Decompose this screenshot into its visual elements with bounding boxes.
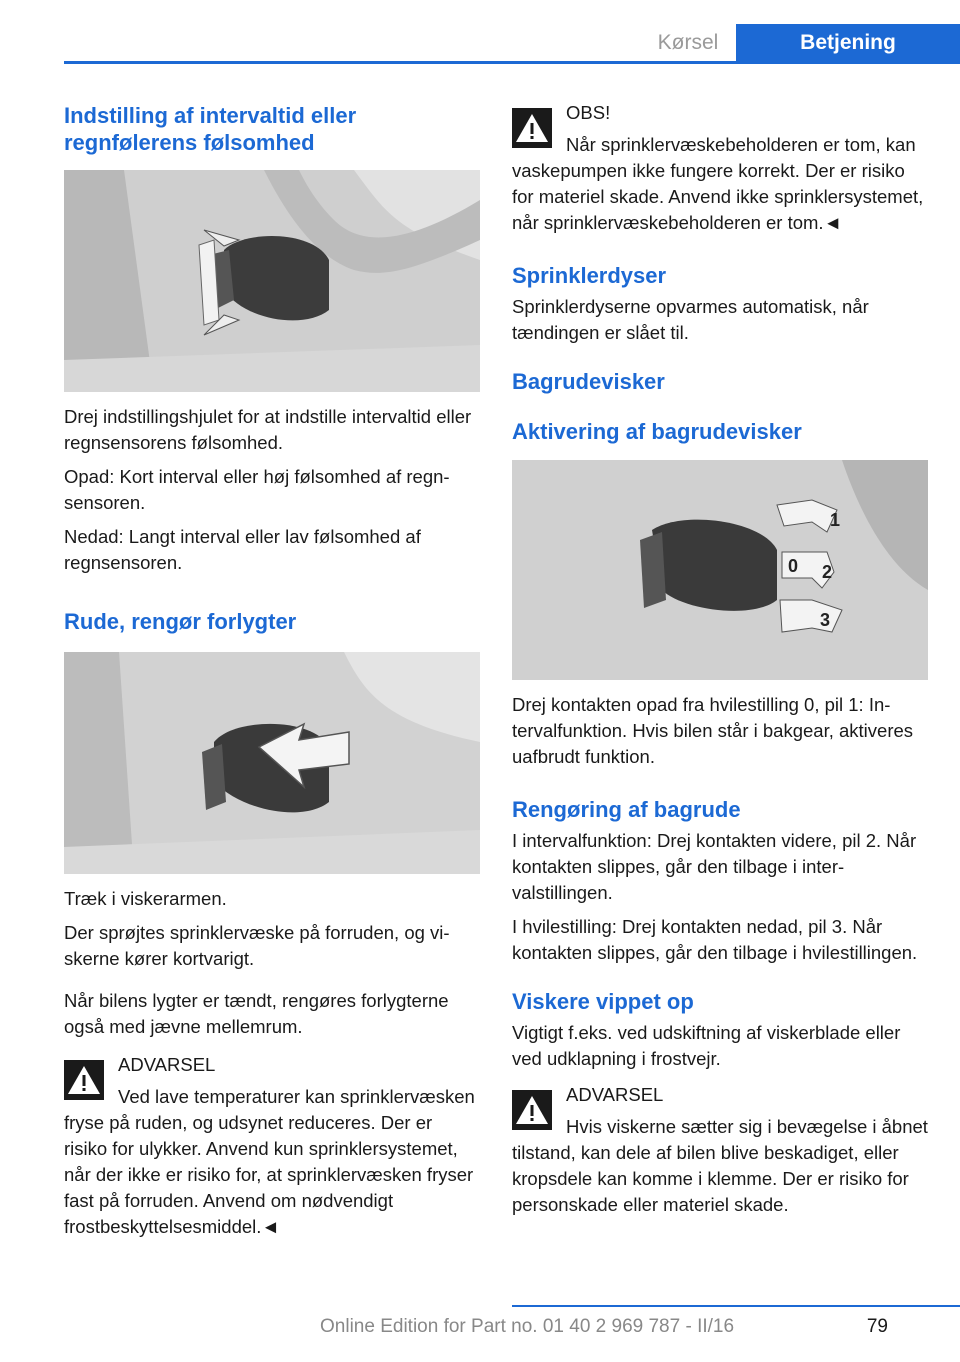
page-header bbox=[0, 0, 960, 64]
header-rule bbox=[64, 61, 960, 64]
photo-rear-wiper-stalk bbox=[512, 460, 928, 680]
text-rear-clean-interval: I intervalfunktion: Drej kontakten videre, pil 2. Når kontakten slippes, går den tilbage i intervalstillingen. bbox=[512, 830, 917, 903]
heading-interval: Indstilling af intervaltid eller regnfølerens følsomhed bbox=[64, 103, 357, 155]
warning-triangle-icon bbox=[512, 108, 552, 148]
footer-edition: Online Edition for Part no. 01 40 2 969 787 - II/16 bbox=[320, 1316, 735, 1337]
text-interval-down: Nedad: Langt interval eller lav følsomhed af regnsensoren. bbox=[64, 526, 421, 573]
diagram-label-2: 2 bbox=[822, 562, 833, 582]
footer-rule bbox=[512, 1305, 960, 1307]
page-number: 79 bbox=[866, 1316, 888, 1337]
heading-nozzles: Sprinklerdyser bbox=[512, 263, 667, 288]
text-interval-instruction: Drej indstillingshjulet for at indstille intervaltid eller regnsensorens følsomhed. bbox=[64, 406, 472, 453]
heading-rear-activate: Aktivering af bagrudevisker bbox=[512, 419, 802, 444]
diagram-label-1: 1 bbox=[830, 510, 841, 530]
notice-washer-tank bbox=[512, 100, 928, 236]
warning-triangle-icon bbox=[512, 1090, 552, 1130]
photo-interval-wheel bbox=[64, 170, 480, 392]
warning-triangle-icon bbox=[64, 1060, 104, 1100]
warning-frost bbox=[64, 1052, 480, 1240]
text-nozzles: Sprinklerdyserne opvarmes automatisk, når tændingen er slået til. bbox=[512, 296, 869, 343]
left-column bbox=[64, 100, 480, 1240]
notice-title: OBS! bbox=[566, 102, 611, 123]
section-tab-betjening[interactable]: Betjening bbox=[736, 24, 960, 62]
diagram-label-0: 0 bbox=[788, 556, 799, 576]
heading-rear-clean: Rengøring af bagrude bbox=[512, 797, 741, 822]
heading-wipers-folded: Viskere vippet op bbox=[512, 989, 694, 1014]
notice-text: Når sprinklervæskebeholderen er tom, kan vaskepumpen ikke fungere korrekt. Der er risiko for materiel skade. Anvend ikke sprinklersystemet, når sprinklervæskebeholderen er tom.◄ bbox=[512, 134, 924, 233]
right-column bbox=[512, 100, 928, 1218]
text-pull-stalk: Træk i viskerarmen. bbox=[64, 888, 227, 909]
warning-text: Hvis viskerne sætter sig i bevægelse i åbnet tilstand, kan dele af bilen blive beskadiget, eller kropsdele kan komme i klemme. Der er risiko for personskade eller materiel skade. bbox=[512, 1116, 928, 1215]
warning-folded-wipers bbox=[512, 1082, 928, 1218]
text-interval-up: Opad: Kort interval eller høj følsomhed af regnsensoren. bbox=[64, 466, 450, 513]
text-headlight-cleaning: Når bilens lygter er tændt, rengøres forlygterne også med jævne mellemrum. bbox=[64, 990, 449, 1037]
heading-washer: Rude, rengør forlygter bbox=[64, 609, 297, 634]
diagram-label-3: 3 bbox=[820, 610, 831, 630]
warning-title: ADVARSEL bbox=[566, 1084, 664, 1105]
warning-title: ADVARSEL bbox=[118, 1054, 216, 1075]
text-rear-clean-rest: I hvilestilling: Drej kontakten nedad, pil 3. Når kontakten slippes, går den tilbage i hvilestillingen. bbox=[512, 916, 918, 963]
warning-text: Ved lave temperaturer kan sprinklervæsken fryse på ruden, og udsynet reduceres. Der er risiko for ulykker. Anvend kun sprinklersystemet, når der ikke er risiko for, at sprinklervæsken fryser fast på forruden. Anvend om nødvendigt frostbeskyttelsesmiddel.◄ bbox=[64, 1086, 475, 1237]
text-spray-info: Der sprøjtes sprinklervæske på forruden, og viskerne kører kortvarigt. bbox=[64, 922, 450, 969]
text-rear-activate: Drej kontakten opad fra hvilestilling 0, pil 1: Intervalfunktion. Hvis bilen står i bakgear, aktiveres uafbrudt funktion. bbox=[512, 694, 914, 767]
heading-rear-wiper: Bagrudevisker bbox=[512, 369, 665, 394]
section-tab-korsel[interactable]: Kørsel bbox=[657, 31, 719, 54]
text-wipers-folded: Vigtigt f.eks. ved udskiftning af viskerblade eller ved udklapning i frostvejr. bbox=[512, 1022, 901, 1069]
photo-washer-stalk bbox=[64, 652, 480, 874]
